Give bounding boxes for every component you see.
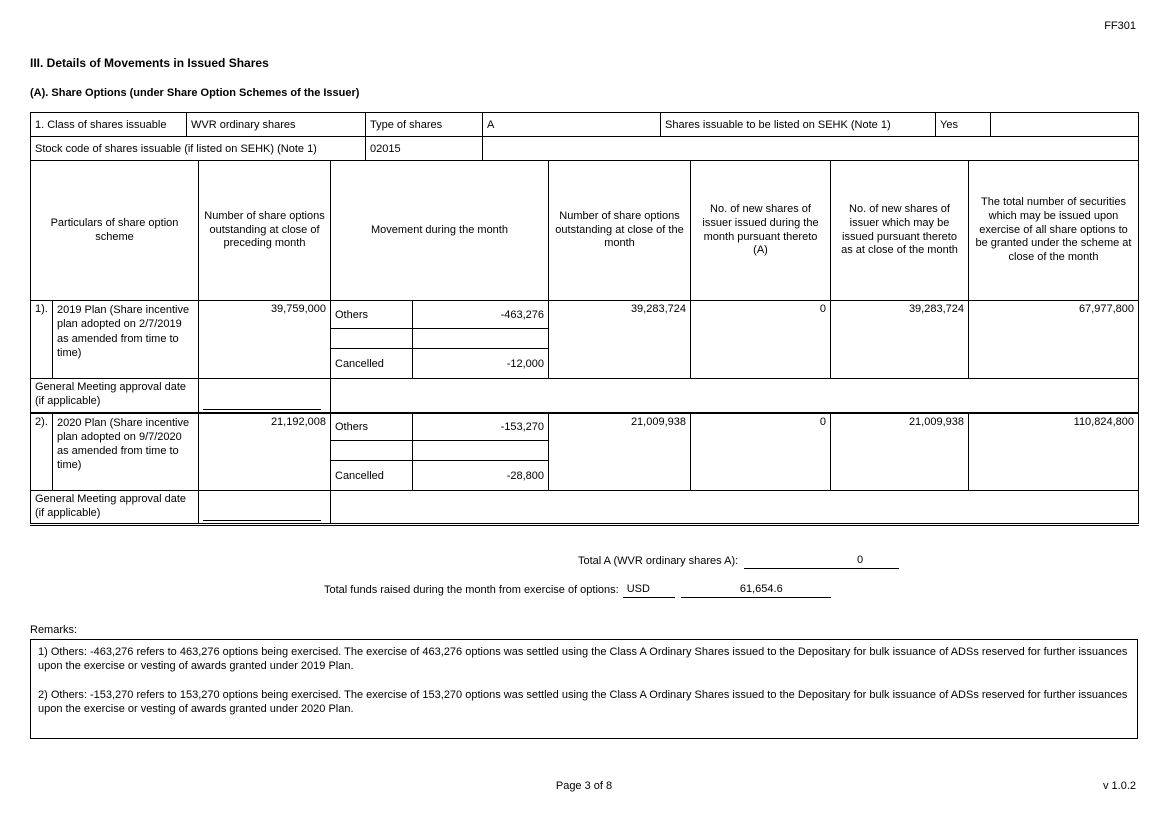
gm-row-empty-cell: [331, 379, 1139, 413]
scheme-row-2019: [31, 301, 1139, 329]
movement-value: -12,000: [413, 349, 549, 379]
header-outstanding-close: Number of share options outstanding at close of the month: [549, 161, 691, 301]
subsection-title: (A). Share Options (under Share Option Schemes of the Issuer): [30, 87, 360, 99]
remark-item: 2) Others: -153,270 refers to 153,270 options being exercised. The exercise of 153,270 options was settled using the Class A Ordinary Shares issued to the Depositary for bulk issuance of ADSs reserved for further issuances upon the exercise or vesting of awards granted under 2020 Plan.: [38, 688, 1128, 715]
stock-code-label: Stock code of shares issuable (if listed on SEHK) (Note 1): [31, 137, 366, 161]
total-funds-value: 61,654.6: [681, 583, 831, 598]
options-table-header-row: [31, 161, 1139, 301]
outstanding-close-value: 39,283,724: [549, 301, 691, 379]
total-funds-currency: USD: [623, 583, 675, 598]
total-funds-label: Total funds raised during the month from exercise of options:: [324, 584, 619, 596]
gm-row-empty-cell: [331, 491, 1139, 525]
stock-code-value: 02015: [366, 137, 483, 161]
scheme-index: 2).: [31, 413, 53, 491]
totals-section: [30, 554, 1138, 598]
page-indicator: Page 3 of 8: [555, 780, 613, 792]
header-total-securities: The total number of securities which may be issued upon exercise of all share options to be granted under the scheme at close of the month: [969, 161, 1139, 301]
header-movement: Movement during the month: [331, 161, 549, 301]
movement-value: -28,800: [413, 461, 549, 491]
total-a-label: Total A (WVR ordinary shares A):: [578, 555, 739, 567]
header-new-shares-may-issue: No. of new shares of issuer which may be issued pursuant thereto as at close of the month: [831, 161, 969, 301]
movement-value: [413, 441, 549, 461]
class-of-shares-value: WVR ordinary shares: [187, 113, 366, 137]
scheme-row-2020: [31, 413, 1139, 441]
new-shares-may-issue-value: 21,009,938: [831, 413, 969, 491]
new-shares-may-issue-value: 39,283,724: [831, 301, 969, 379]
movement-value: -153,270: [413, 413, 549, 441]
sehk-listed-label: Shares issuable to be listed on SEHK (Note 1): [661, 113, 936, 137]
movement-value: [413, 329, 549, 349]
sehk-listed-value: Yes: [936, 113, 991, 137]
total-funds-row: [324, 583, 1138, 598]
gm-approval-date-cell: [199, 491, 331, 525]
header-new-shares-issued: No. of new shares of issuer issued during the month pursuant thereto (A): [691, 161, 831, 301]
info-row-1: [31, 113, 1139, 137]
gm-approval-row-2019: [31, 379, 1139, 413]
total-a-row: [578, 554, 1138, 569]
outstanding-preceding-value: 21,192,008: [199, 413, 331, 491]
total-securities-value: 67,977,800: [969, 301, 1139, 379]
gm-date-underline: [203, 507, 321, 521]
version-label: v 1.0.2: [1102, 780, 1136, 792]
movement-label: Cancelled: [331, 461, 413, 491]
movement-label: Cancelled: [331, 349, 413, 379]
section-title: III. Details of Movements in Issued Shares: [30, 56, 269, 70]
info-row-2-empty-cell: [483, 137, 1139, 161]
header-outstanding-preceding: Number of share options outstanding at close of preceding month: [199, 161, 331, 301]
scheme-name: 2019 Plan (Share incentive plan adopted on 2/7/2019 as amended from time to time): [53, 301, 199, 379]
scheme-name: 2020 Plan (Share incentive plan adopted on 9/7/2020 as amended from time to time): [53, 413, 199, 491]
gm-approval-label: General Meeting approval date (if applicable): [31, 379, 199, 413]
outstanding-close-value: 21,009,938: [549, 413, 691, 491]
remark-item: 1) Others: -463,276 refers to 463,276 options being exercised. The exercise of 463,276 options was settled using the Class A Ordinary Shares issued to the Depositary for bulk issuance of ADSs reserved for further issuances upon the exercise or vesting of awards granted under 2019 Plan.: [38, 646, 1128, 673]
outstanding-preceding-value: 39,759,000: [199, 301, 331, 379]
new-shares-issued-value: 0: [691, 301, 831, 379]
form-content: [30, 56, 1138, 739]
remarks-box: [30, 639, 1138, 739]
remarks-title: Remarks:: [30, 624, 78, 636]
share-class-info-table: [30, 112, 1139, 161]
total-a-value: 0: [744, 554, 899, 569]
gm-approval-row-2020: [31, 491, 1139, 525]
class-of-shares-label: 1. Class of shares issuable: [31, 113, 187, 137]
remarks-section: [30, 624, 1138, 739]
gm-approval-date-cell: [199, 379, 331, 413]
movement-label: Others: [331, 301, 413, 329]
scheme-index: 1).: [31, 301, 53, 379]
header-particulars: Particulars of share option scheme: [31, 161, 199, 301]
movement-value: -463,276: [413, 301, 549, 329]
info-row-2: [31, 137, 1139, 161]
type-of-shares-label: Type of shares: [366, 113, 483, 137]
share-options-table: [30, 160, 1139, 526]
form-code: FF301: [1104, 20, 1136, 32]
movement-label: [331, 329, 413, 349]
movement-label: Others: [331, 413, 413, 441]
gm-date-underline: [203, 396, 321, 410]
movement-label: [331, 441, 413, 461]
info-row-1-empty-cell: [991, 113, 1139, 137]
new-shares-issued-value: 0: [691, 413, 831, 491]
gm-approval-label: General Meeting approval date (if applicable): [31, 491, 199, 525]
total-securities-value: 110,824,800: [969, 413, 1139, 491]
type-of-shares-value: A: [483, 113, 661, 137]
